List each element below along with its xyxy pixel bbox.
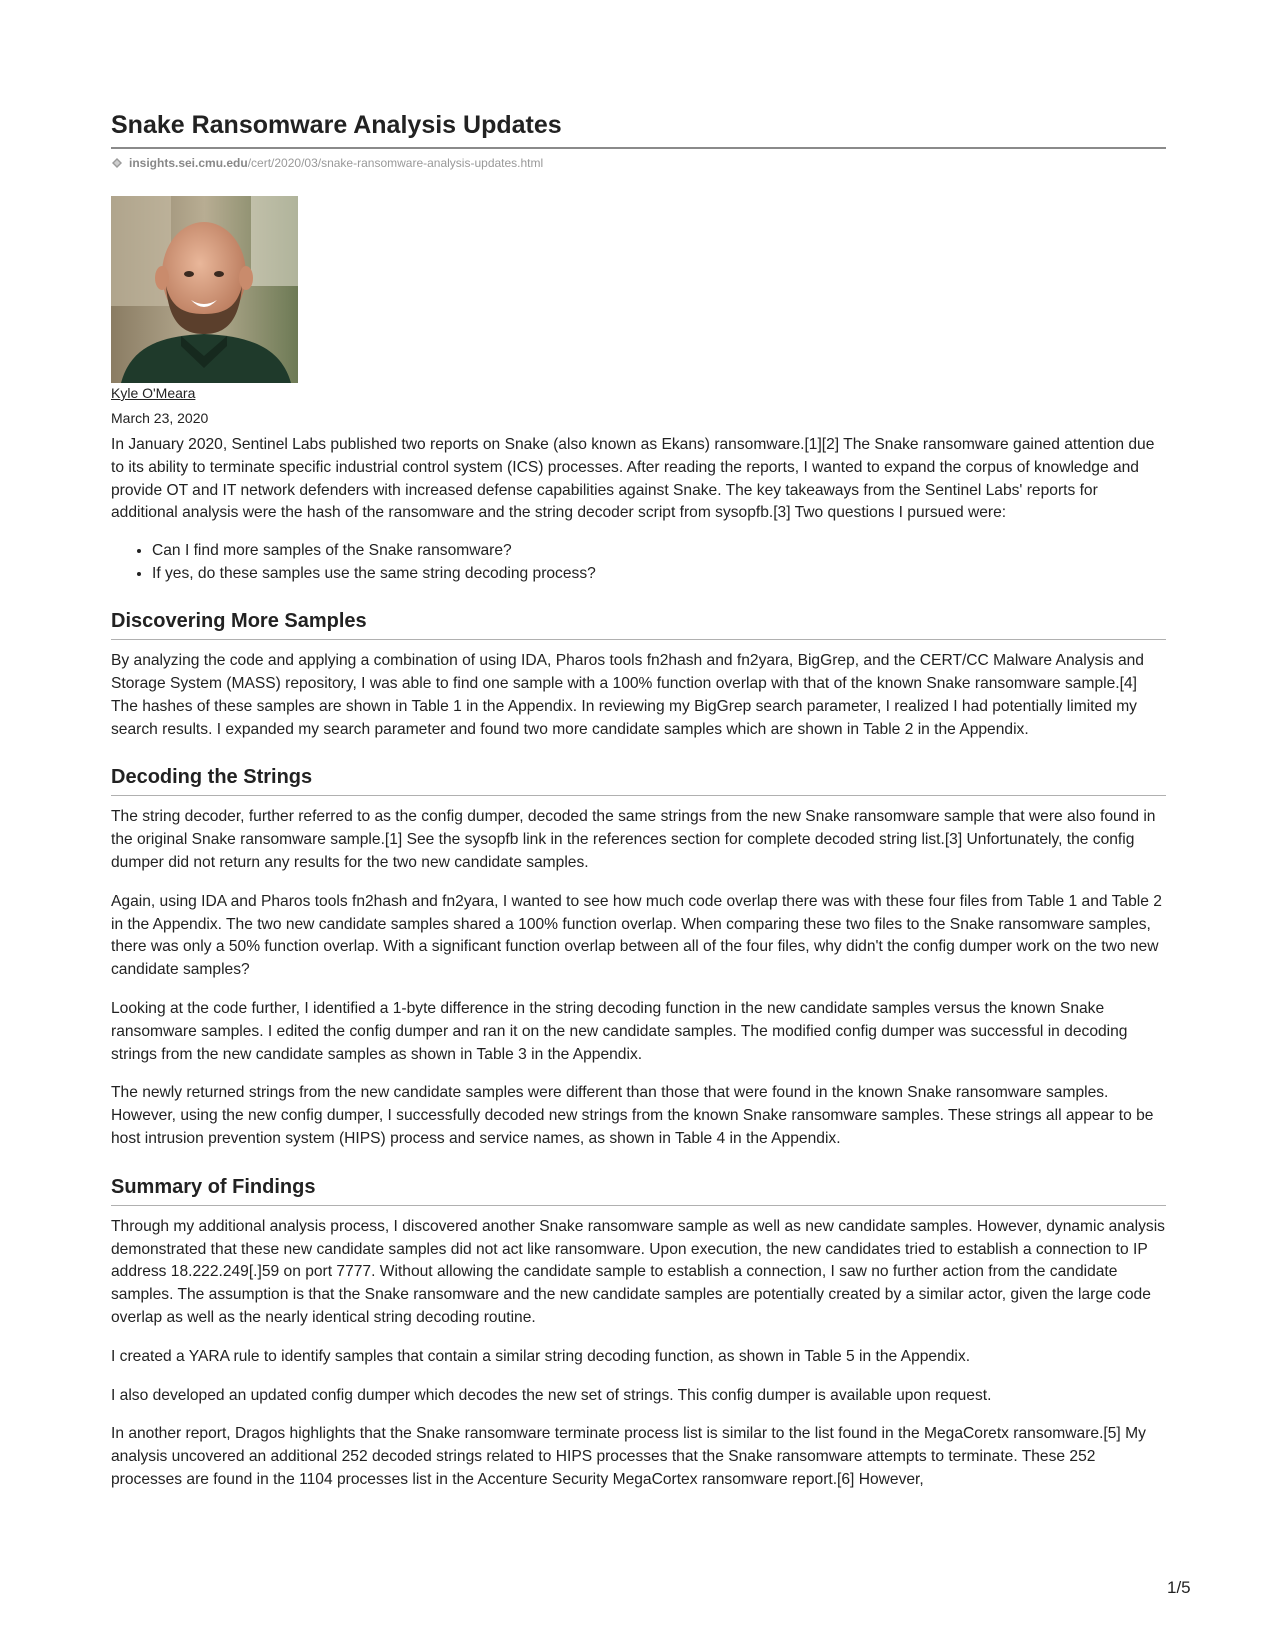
paragraph: The newly returned strings from the new candidate samples were different than those that were found in the known Snake ransomware samples. However, using the new config dumper, I successfully decoded new strings from the known Snake ransomware samples. These strings all appear to be host intrusion prevention system (HIPS) process and service names, as shown in Table 4 in the Appendix. [111, 1084, 1154, 1147]
paragraph: I created a YARA rule to identify samples that contain a similar string decoding function, as shown in Table 5 in the Appendix. [111, 1347, 971, 1365]
questions-list [111, 539, 1166, 585]
page-title: Snake Ransomware Analysis Updates [111, 110, 1166, 149]
paragraph: The string decoder, further referred to as the config dumper, decoded the same strings from the new Snake ransomware sample that were also found in the original Snake ransomware sample.[1] See the sysopfb link in the references section for complete decoded string list.[3] Unfortunately, the config dumper did not return any results for the two new candidate samples. [111, 808, 1156, 871]
section-decoding [111, 765, 1166, 1150]
paragraph: By analyzing the code and applying a combination of using IDA, Pharos tools fn2hash and fn2yara, BigGrep, and the CERT/CC Malware Analysis and Storage System (MASS) repository, I was able to find one sample with a 100% function overlap with that of the known Snake ransomware sample.[4] The hashes of these samples are shown in Table 1 in the Appendix. In reviewing my BigGrep search parameter, I realized I had potentially limited my search results. I expanded my search parameter and found two more candidate samples which are shown in Table 2 in the Appendix. [111, 652, 1144, 738]
list-item: • If yes, do these samples use the same string decoding process? [152, 562, 1166, 585]
intro-paragraph: In January 2020, Sentinel Labs published two reports on Snake (also known as Ekans) ransomware.[1][2] The Snake ransomware gained attention due to its ability to terminate specific industrial control system (ICS) processes. After reading the reports, I wanted to expand the corpus of knowledge and provide OT and IT network defenders with increased defense capabilities against Snake. The key takeaways from the Sentinel Labs' reports for additional analysis were the hash of the ransomware and the string decoder script from sysopfb.[3] Two questions I pursued were: [111, 436, 1155, 522]
section-heading: Decoding the Strings [111, 765, 1166, 796]
paragraph: Through my additional analysis process, I discovered another Snake ransomware sample as well as new candidate samples. However, dynamic analysis demonstrated that these new candidate samples did not act like ransomware. Upon execution, the new candidates tried to establish a connection to IP address 18.222.249[.]59 on port 7777. Without allowing the candidate sample to establish a connection, I saw no further action from the candidate samples. The assumption is that the Snake ransomware and the new candidate samples are potentially created by a similar actor, given the large code overlap as well as the nearly identical string decoding routine. [111, 1217, 1165, 1326]
source-url[interactable] [111, 156, 1166, 170]
page-number: 1/5 [1167, 1578, 1191, 1597]
source-path[interactable]: /cert/2020/03/snake-ransomware-analysis-updates.html [247, 156, 544, 170]
site-icon [111, 157, 123, 169]
publish-date: March 23, 2020 [111, 410, 209, 426]
list-item: • Can I find more samples of the Snake ransomware? [152, 539, 1166, 562]
section-summary [111, 1175, 1166, 1492]
paragraph: I also developed an updated config dumper which decodes the new set of strings. This config dumper is available upon request. [111, 1386, 992, 1404]
paragraph: Looking at the code further, I identified a 1-byte difference in the string decoding function in the new candidate samples versus the known Snake ransomware samples. I edited the config dumper and ran it on the new candidate samples. The modified config dumper was successful in decoding strings from the new candidate samples as shown in Table 3 in the Appendix. [111, 999, 1128, 1063]
author-photo [111, 196, 298, 383]
source-domain[interactable]: insights.sei.cmu.edu [129, 156, 248, 170]
section-heading: Discovering More Samples [111, 609, 1166, 640]
section-heading: Summary of Findings [111, 1175, 1166, 1206]
article [111, 110, 1166, 1492]
paragraph: Again, using IDA and Pharos tools fn2hash and fn2yara, I wanted to see how much code overlap there was with these four files from Table 1 and Table 2 in the Appendix. The two new candidate samples shared a 100% function overlap. When comparing these two files to the Snake ransomware samples, there was only a 50% function overlap. With a significant function overlap between all of the four files, why didn't the config dumper work on the two new candidate samples? [111, 892, 1162, 979]
section-discovering [111, 609, 1166, 741]
paragraph: In another report, Dragos highlights that the Snake ransomware terminate process list is similar to the list found in the MegaCoretx ransomware.[5] My analysis uncovered an additional 252 decoded strings related to HIPS processes that the Snake ransomware attempts to terminate. These 252 processes are found in the 1104 processes list in the Accenture Security MegaCortex ransomware report.[6] However, [111, 1425, 1146, 1488]
author-link[interactable]: Kyle O'Meara [111, 385, 196, 401]
